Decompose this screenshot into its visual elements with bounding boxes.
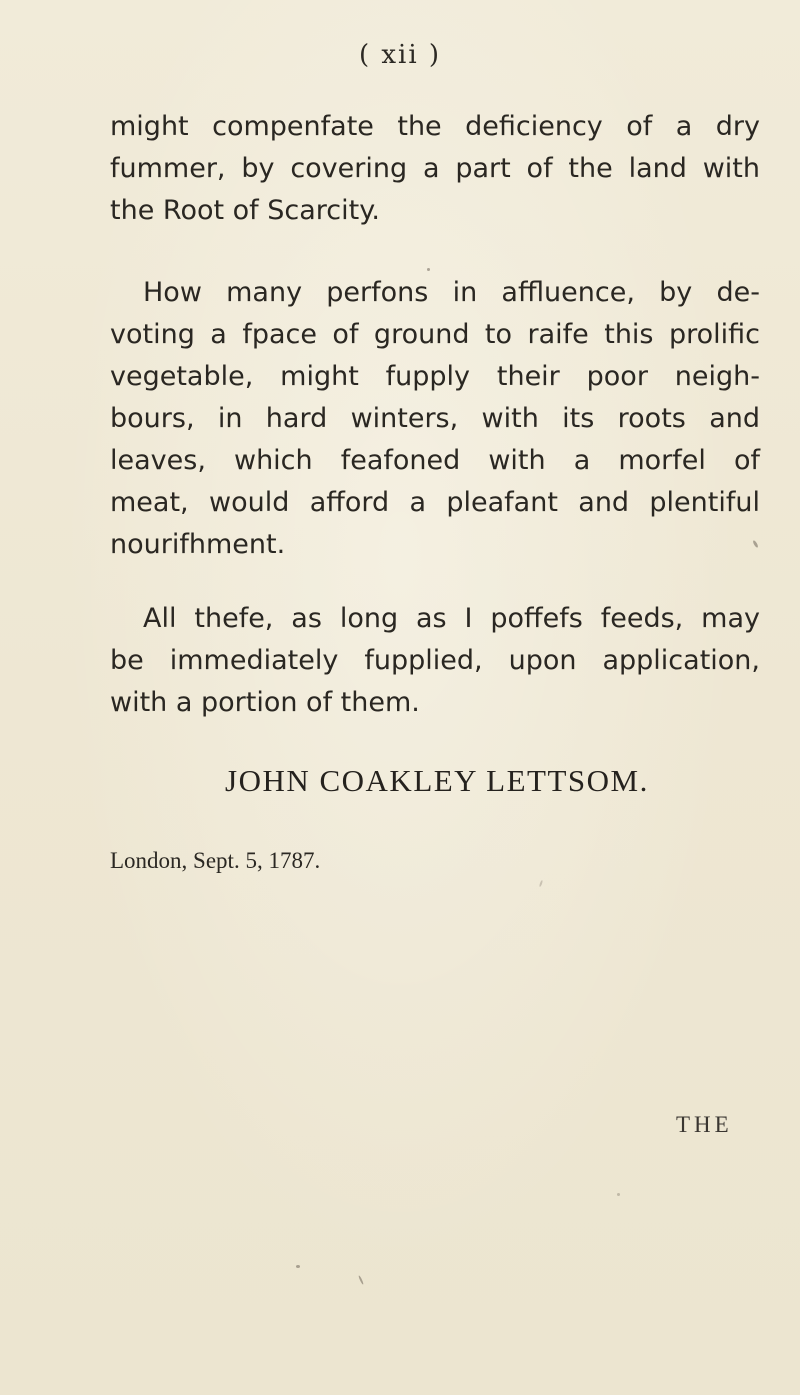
paper-speck (358, 1275, 364, 1285)
page-number: ( xii ) (358, 40, 442, 70)
text-line: fummer, by covering a part of the land with (110, 153, 760, 184)
text-line: nourifhment. (110, 529, 286, 560)
text-line: leaves, which feafoned with a morfel of (110, 445, 760, 476)
text-line: voting a fpace of ground to raife this prolific (110, 319, 760, 350)
paragraph-1 (110, 106, 760, 232)
text-line: vegetable, might fupply their poor neigh- (110, 361, 760, 392)
text-line: How many perfons in affluence, by de- (143, 277, 760, 308)
dateline: London, Sept. 5, 1787. (110, 848, 321, 873)
paper-speck (539, 880, 543, 887)
text-line: All thefe, as long as I poffefs feeds, may (143, 603, 760, 634)
text-line: might compenfate the deficiency of a dry (110, 111, 760, 142)
paper-speck (427, 268, 430, 271)
text-line: meat, would afford a pleafant and plentiful (110, 487, 760, 518)
paper-speck (617, 1193, 620, 1196)
text-line: the Root of Scarcity. (110, 195, 380, 226)
text-line: be immediately fupplied, upon application, (110, 645, 760, 676)
catchword: THE (676, 1112, 733, 1137)
author-signature: JOHN COAKLEY LETTSOM. (225, 763, 649, 798)
paragraph-3 (110, 598, 760, 724)
text-line: with a portion of them. (110, 687, 420, 718)
paper-speck (296, 1265, 300, 1268)
paragraph-2 (110, 272, 760, 566)
text-line: bours, in hard winters, with its roots and (110, 403, 760, 434)
